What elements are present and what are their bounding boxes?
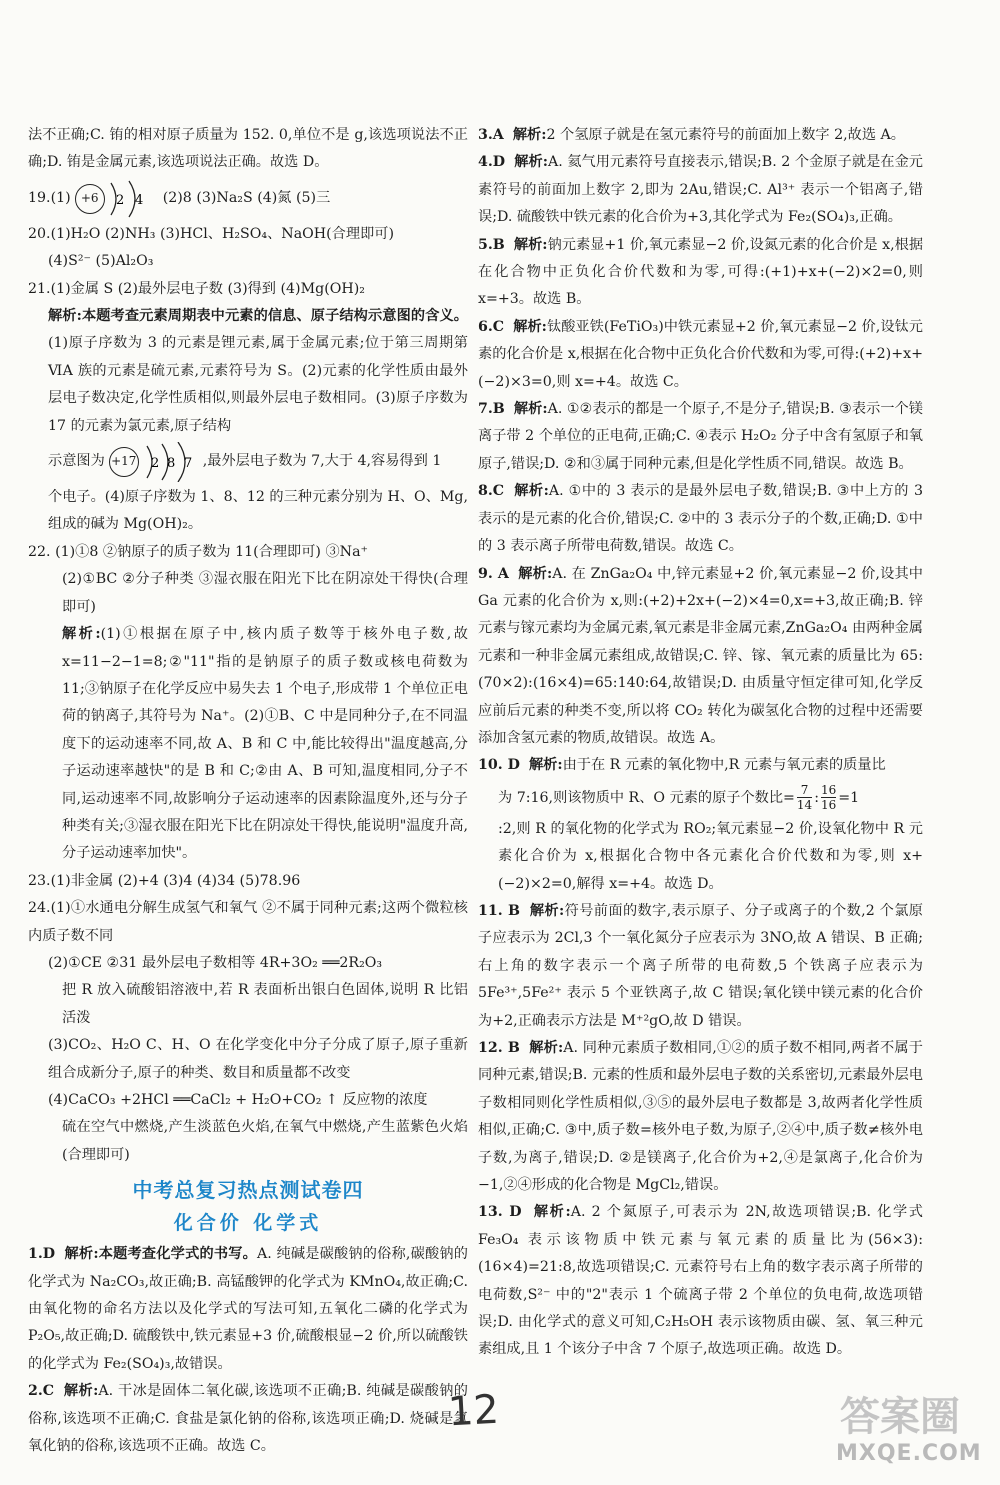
right-column <box>478 122 923 1364</box>
cl-shell-3: 7 <box>183 456 193 472</box>
answer-11 <box>478 898 923 1035</box>
answer-9-number: 9. A <box>478 565 509 582</box>
answer-9-text: A. 在 ZnGa₂O₄ 中,锌元素显+2 价,氧元素显−2 价,设其中 Ga 元素的化合价为 x,则:(+2)+2x+(−2)×4=0,x=+3,故正确;B. 锌元素与镓元素均为金属元素,氧元素是非金属元素,ZnGa₂O₄ 由两种金属元素和一种非金属元素组成,故错误;C. 锌、镓、氧元素的质量比为 65:(70×2):(16×4)=65:140:64,故错误;D. 由质量守恒定律可知,化学反应前后元素的种类不变,所以将 CO₂ 转化为碳氢化合物的过程中还需要添加含氢元素的物质,故错误。故选 A。 <box>478 565 923 746</box>
q21-atom-post: ,最外层电子数为 7,大于 4,容易得到 1 <box>202 453 442 470</box>
q19-rest: (2)8 (3)Na₂S (4)氮 (5)三 <box>162 190 331 207</box>
fraction-denominator: 14 <box>796 798 813 813</box>
answer-10 <box>478 752 923 779</box>
watermark-url: MXQE.COM <box>836 1441 982 1466</box>
answer-6 <box>478 314 923 396</box>
analysis-label: 解析: <box>513 401 548 418</box>
chlorine-shells-icon <box>141 442 203 482</box>
answer-13-number: 13. D <box>478 1204 522 1221</box>
answer-2-number: 2.C <box>28 1383 55 1400</box>
q19-line <box>28 177 468 221</box>
q21-analysis-text: (1)原子序数为 3 的元素是锂元素,属于金属元素;位于第三周期第ⅥA 族的元素是硫元素,元素符号为 S。(2)元素的化学性质由最外层电子数决定,化学性质相似,则最外层电子数相同。(3)原子序数为 17 的元素为氯元素,原子结构 <box>48 335 468 434</box>
answer-12-number: 12. B <box>478 1040 520 1056</box>
answer-3-number: 3.A <box>478 127 504 143</box>
cl-shell-2: 8 <box>166 456 176 472</box>
fraction-numerator: 16 <box>820 783 837 798</box>
answer-13-text: A. 2 个氮原子,可表示为 2N,故选项错误;B. 化学式 Fe₃O₄ 表示该物质中铁元素与氧元素的质量比为(56×3):(16×4)=21:8,故选项错误;C. 元素符号右上角的数字表示离子所带的电荷数,S²⁻ 中的"2"表示 1 个硫离子带 2 个单位的负电荷,故选项错误;D. 由化学式的意义可知,C₂H₅OH 表示该物质由碳、氢、氧三种元素组成,且 1 个该分子中含 7 个原子,故选项正确。故选 D。 <box>478 1204 923 1358</box>
carbon-nucleus: +6 <box>75 184 105 214</box>
section-title: 中考总复习热点测试卷四 <box>132 1178 364 1203</box>
q24-line6: 硫在空气中燃烧,产生淡蓝色火焰,在氧气中燃烧,产生蓝紫色火焰(合理即可) <box>62 1119 468 1163</box>
fraction-16-16 <box>821 783 836 812</box>
answer-11-text: 符号前面的数字,表示原子、分子或离子的个数,2 个氯原子应表示为 2Cl,3 个一氧化氮分子应表示为 3NO,故 A 错误、B 正确;右上角的数字表示一个离子所带的电荷数,5 个铁离子应表示为 5Fe³⁺,5Fe²⁺ 表示 5 个亚铁离子,故 C 错误;氧化镁中镁元素的化合价为+2,正确表示方法是 M⁺²gO,故 D 错误。 <box>478 902 923 1029</box>
answer-12-text: A. 同种元素质子数相同,①②的质子数不相同,两者不属于同种元素,错误;B. 元素的性质和最外层电子数的关系密切,元素最外层电子数相同则化学性质相似,③⑤的最外层电子数都是 3,故两者化学性质相似,正确;C. ③中,质子数=核外电子数,为原子,②④中,质子数≠核外电子数,为离子,错误;D. ②是镁离子,化合价为+2,④是氯离子,化合价为−1,②④形成的化合物是 MgCl₂,错误。 <box>478 1040 923 1194</box>
answer-10-text1: 由于在 R 元素的氧化物中,R 元素与氧元素的质量比 <box>562 757 886 774</box>
answer-1-number: 1.D <box>28 1246 56 1263</box>
answer-7-text: A. ①②表示的都是一个原子,不是分子,错误;B. ③表示一个镁离子带 2 个单位的正电荷,正确;C. ④表示 H₂O₂ 分子中含有氢原子和氧原子,错误;D. ②和③属于同种元素,但是化学性质不同,错误。故选 B。 <box>478 401 923 472</box>
analysis-label: 解析: <box>512 127 547 143</box>
answer-1 <box>28 1241 468 1378</box>
answer-5-text: 钠元素显+1 价,氧元素显−2 价,设氮元素的化合价是 x,根据在化合物中正负化合价代数和为零,可得:(+1)+x+(−2)×2=0,则 x=+3。故选 B。 <box>478 236 924 308</box>
analysis-label: 解析: <box>514 483 549 500</box>
q21-analysis <box>28 303 468 440</box>
answer-5-number: 5.B <box>478 236 505 253</box>
answer-10-post: =1 <box>838 789 860 806</box>
answer-13 <box>478 1199 923 1363</box>
q19-part1: (1) <box>50 190 71 207</box>
q22-analysis-text: (1)①根据在原子中,核内质子数等于核外电子数,故 x=11−2−1=8;②"11"指的是钠原子的质子数或核电荷数为 11;③钠原子在化学反应中易失去 1 个电子,形成带 1 个单位正电荷的钠离子,其符号为 Na⁺。(2)①B、C 中是同种分子,在不同温度下的运动速率不同,故 A、B 和 C 中,能比较得出"温度越高,分子运动速率越快"的是 B 和 C;②由 A、B 可知,温度相同,分子不同,运动速率不同,故影响分子运动速率的因素除温度外,还与分子种类有关;③湿衣服在阳光下比在阴凉处干得快,能说明"温度升高,分子运动速率加快"。 <box>62 626 468 862</box>
answer-6-number: 6.C <box>478 318 505 335</box>
analysis-label: 解析: <box>63 1383 99 1400</box>
answer-1-bold: 本题考查化学式的书写。 <box>98 1246 257 1263</box>
analysis-label: 解析: <box>528 757 563 774</box>
q22-line2: (2)①BC ②分子种类 ③湿衣服在阳光下比在阴凉处干得快(合理即可) <box>62 571 468 615</box>
q21-answer: 21.(1)金属 S (2)最外层电子数 (3)得到 (4)Mg(OH)₂ <box>28 280 365 297</box>
answer-4 <box>478 149 923 231</box>
answer-2-text: A. 干冰是固体二氧化碳,该选项不正确;B. 纯碱是碳酸钠的俗称,该选项不正确;C. 食盐是氯化钠的俗称,该选项正确;D. 烧碱是氢氧化钠的俗称,该选项不正确。故选 C。 <box>28 1383 468 1455</box>
answer-3-text: 2 个氢原子就是在氢元素符号的前面加上数字 2,故选 A。 <box>546 127 905 143</box>
q18-continuation: 法不正确;C. 铕的相对原子质量为 152. 0,单位不是 g,该选项说法不正确;D. 铕是金属元素,该选项说法正确。故选 D。 <box>28 127 468 171</box>
q24-line3: 把 R 放入硫酸铝溶液中,若 R 表面析出银白色固体,说明 R 比铝活泼 <box>62 982 468 1026</box>
answer-10-pre: 为 7:16,则该物质中 R、O 元素的原子个数比= <box>498 789 795 806</box>
analysis-label: 解析: <box>533 1204 571 1221</box>
q21-ending: 个电子。(4)原子序数为 1、8、12 的三种元素分别为 H、O、Mg,组成的碱为 Mg(OH)₂。 <box>48 489 468 533</box>
analysis-label: 解析: <box>64 1246 99 1263</box>
q24-line2: (2)①CE ②31 最外层电子数相等 4R+3O₂ ══2R₂O₃ <box>48 954 383 971</box>
answer-8-text: A. ①中的 3 表示的是最外层电子数,错误;B. ③中上方的 3 表示的是元素的化合价,错误;C. ②中的 3 表示分子的个数,正确;D. ①中的 3 表示离子所带电荷数,错误。故选 C。 <box>478 483 923 555</box>
fraction-numerator: 7 <box>800 783 809 798</box>
q22-line1: 22. (1)①8 ②钠原子的质子数为 11(合理即可) ③Na⁺ <box>28 543 369 560</box>
q24-line1: 24.(1)①水通电分解生成氢气和氧气 ②不属于同种元素;这两个微粒核内质子数不同 <box>28 900 468 944</box>
shell-2-count: 4 <box>134 192 143 208</box>
chlorine-structure-line <box>28 440 468 484</box>
answer-6-text: 钛酸亚铁(FeTiO₃)中铁元素显+2 价,氧元素显−2 价,设钛元素的化合价是 x,根据在化合物中正负化合价代数和为零,可得:(+2)+x+(−2)×3=0,则 x=+4。故选 C。 <box>478 318 923 390</box>
ratio-colon: : <box>814 789 819 806</box>
analysis-label: 解析: <box>513 318 547 335</box>
fraction-denominator: 16 <box>820 798 837 813</box>
answer-10-fraction-line <box>478 780 923 816</box>
electron-shells-icon <box>107 179 163 219</box>
q20-line2: (4)S²⁻ (5)Al₂O₃ <box>48 253 154 270</box>
answer-4-number: 4.D <box>478 154 506 171</box>
analysis-label: 解析: <box>48 308 82 325</box>
fraction-7-14 <box>797 783 812 812</box>
analysis-label: 解析: <box>62 626 101 643</box>
site-watermark <box>836 1385 986 1480</box>
analysis-label: 解析: <box>514 154 548 171</box>
analysis-label: 解析: <box>529 902 565 919</box>
q24-line5: (4)CaCO₃ +2HCl ══CaCl₂ + H₂O+CO₂ ↑ 反应物的浓度 <box>48 1092 428 1108</box>
answer-8-number: 8.C <box>478 483 505 500</box>
q23-answer: 23.(1)非金属 (2)+4 (3)4 (4)34 (5)78.96 <box>28 872 301 889</box>
q24-line4: (3)CO₂、H₂O C、H、O 在化学变化中分子分成了原子,原子重新组合成新分子,原子的种类、数目和质量都不改变 <box>48 1037 468 1081</box>
chlorine-nucleus: +17 <box>109 447 139 477</box>
watermark-logo: 答案圈 <box>840 1394 960 1440</box>
answer-10-number: 10. D <box>478 757 520 774</box>
answer-8 <box>478 478 923 560</box>
q21-atom-pre: 示意图为 <box>48 453 105 470</box>
shell-1-count: 2 <box>115 192 124 208</box>
answer-1-text: A. 纯碱是碳酸钠的俗称,碳酸钠的化学式为 Na₂CO₃,故正确;B. 高锰酸钾的化学式为 KMnO₄,故正确;C. 由氧化物的命名方法以及化学式的写法可知,五氧化二磷的化学式为 P₂O₅,故正确;D. 硫酸铁中,铁元素显+3 价,硫酸根显−2 价,所以硫酸铁的化学式为 Fe₂(SO₄)₃,故错误。 <box>28 1246 468 1372</box>
analysis-label: 解析: <box>518 565 553 582</box>
cl-shell-1: 2 <box>150 456 160 472</box>
q20-line1: 20.(1)H₂O (2)NH₃ (3)HCl、H₂SO₄、NaOH(合理即可) <box>28 225 394 242</box>
analysis-label: 解析: <box>529 1040 564 1056</box>
answer-2 <box>28 1378 468 1460</box>
answer-5 <box>478 232 923 314</box>
answer-10-text2: :2,则 R 的氧化物的化学式为 RO₂;氧元素显−2 价,设氧化物中 R 元素化合价为 x,根据化合物中各元素化合价代数和为零,则 x+(−2)×2=0,解得 x=+4。故选 D。 <box>498 820 923 892</box>
left-column <box>28 122 468 1460</box>
answer-3 <box>478 122 923 149</box>
answer-11-number: 11. B <box>478 902 521 919</box>
q22-analysis <box>28 621 468 868</box>
section-subtitle: 化合价 化学式 <box>173 1212 323 1235</box>
answer-12 <box>478 1035 923 1199</box>
q19-number: 19. <box>28 190 51 207</box>
q21-analysis-bold: 本题考查元素周期表中元素的信息、原子结构示意图的含义。 <box>81 308 468 325</box>
answer-4-text: A. 氦气用元素符号直接表示,错误;B. 2 个金原子就是在金元素符号的前面加上数字 2,即为 2Au,错误;C. Al³⁺ 表示一个铝离子,错误;D. 硫酸铁中铁元素的化合价为+3,其化学式为 Fe₂(SO₄)₃,正确。 <box>478 154 923 226</box>
answer-7-number: 7.B <box>478 401 505 418</box>
answer-7 <box>478 396 923 478</box>
answer-9 <box>478 561 923 753</box>
handwritten-page-number: 12 <box>446 1386 501 1436</box>
analysis-label: 解析: <box>513 236 548 253</box>
